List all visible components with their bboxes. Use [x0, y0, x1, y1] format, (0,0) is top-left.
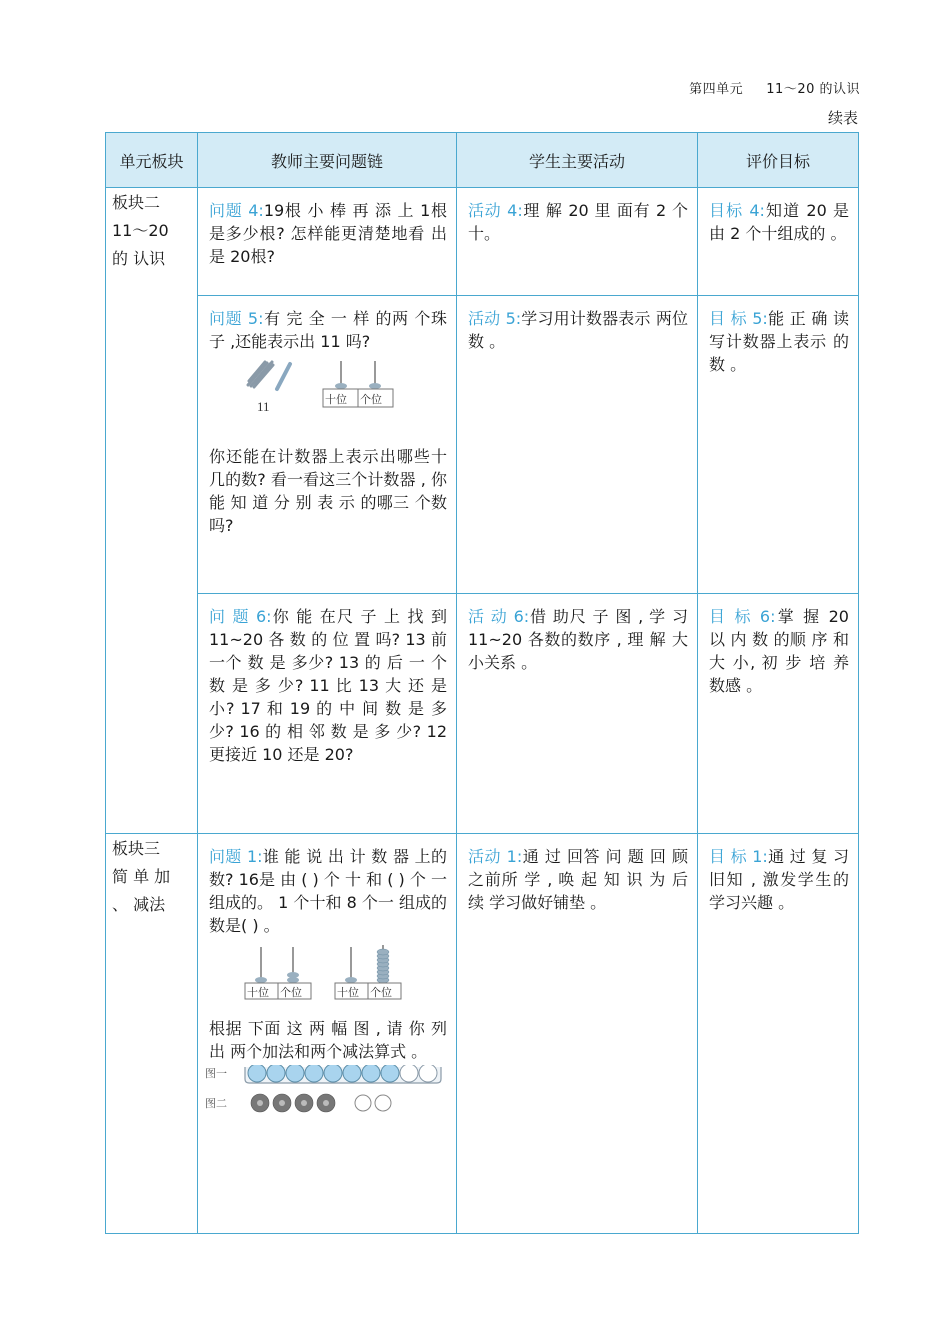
two-abacus-illustration: [243, 943, 413, 1001]
question-cell: [199, 595, 455, 766]
question-label: 问题 1:: [209, 847, 263, 866]
question-text: 你 能 在尺 子 上 找 到 11~20 各 数 的 位 置 吗? 13 前 一个 数 是 多少? 13 的 后 一 个 数 是 多 少? 11 比 13 大 还 是 小? 17 和 19 的 中 间 数 是 多 少? 16 的 相 邻 数 是 多 少? 12 更接近 10 还是 20?: [209, 607, 447, 764]
goal-label: 目 标 1:: [709, 847, 768, 866]
goal-text: 通 过 复 习 旧知 , 激发学生的 学习兴趣 。: [709, 847, 849, 912]
goal-text: 掌 握 20 以 内 数 的顺 序 和 大 小, 初 步 培 养 数感 。: [709, 607, 849, 695]
topic-label: 11～20 的认识: [766, 82, 860, 97]
question-text: 有 完 全 一 样 的两 个珠 子 ,还能表示出 11 吗?: [209, 309, 447, 351]
module-cell-3: [106, 834, 198, 1234]
stick-bundle-icon: [248, 362, 290, 389]
goal-cell: [699, 835, 857, 914]
module-title: 简 单 加 、 减法: [112, 867, 171, 914]
goal-cell: [699, 297, 857, 376]
running-head: [689, 78, 860, 97]
module-title: 11～20 的 认识: [112, 221, 169, 268]
col-header-activities: 学生主要活动: [457, 133, 698, 188]
activity-label: 活 动 6:: [468, 607, 530, 626]
goal-label: 目 标 6:: [709, 607, 776, 626]
continued-label: 续表: [827, 109, 858, 127]
question-extra-text: 你还能在计数器上表示出哪些十几的数? 看一看这三个计数器 , 你 能 知 道 分 别 表 示 的哪三 个数吗?: [209, 447, 447, 535]
table-row: [106, 188, 859, 296]
abacus-tens-label: 十位: [325, 393, 347, 406]
table-row: [106, 296, 859, 594]
question-cell: [199, 835, 455, 1117]
activity-text: 借 助尺 子 图 , 学 习 11~20 各数的数序 , 理 解 大 小关系 。: [468, 607, 688, 672]
question-extra-text: 根据 下面 这 两 幅 图 , 请 你 列出 两个加法和两个减法算式 。: [209, 1019, 447, 1061]
col-header-goals: 评价目标: [698, 133, 859, 188]
question-cell: [199, 189, 455, 268]
sticks-and-abacus-illustration: [243, 359, 413, 419]
goal-cell: [699, 189, 857, 245]
question-label: 问题 5:: [209, 309, 264, 328]
abacus-ones-label: 个位: [360, 393, 382, 406]
module-name: 板块二: [112, 193, 161, 212]
question-text: 19根 小 棒 再 添 上 1根 是多少根? 怎样能更清楚地看 出是 20根?: [209, 201, 447, 266]
activity-text: 学习用计数器表示 两位数 。: [468, 309, 688, 351]
unit-label: 第四单元: [689, 82, 744, 97]
module-cell-2: [106, 188, 198, 834]
col-header-questions: 教师主要问题链: [198, 133, 457, 188]
col-header-module: 单元板块: [106, 133, 198, 188]
question-cell: [199, 297, 455, 537]
question-text: 谁 能 说 出 计 数 器 上的 数? 16是 由 ( ) 个 十 和 ( ) 个 一 组成的。 1 个十和 8 个一 组成的数是( ) 。: [209, 847, 447, 935]
goal-text: 能 正 确 读 写计数器上表示 的数 。: [709, 309, 849, 374]
lesson-plan-table: [105, 132, 859, 1234]
table-row: [106, 834, 859, 1234]
activity-cell: [458, 189, 696, 245]
abacus-tens-label: 十位: [247, 986, 269, 999]
activity-label: 活动 1:: [468, 847, 523, 866]
table-header-row: [106, 133, 859, 188]
goal-label: 目标 4:: [709, 201, 765, 220]
abacus-tens-label: 十位: [337, 986, 359, 999]
activity-label: 活动 5:: [468, 309, 522, 328]
table-row: [106, 594, 859, 834]
pic2-label: 图二: [205, 1097, 227, 1110]
flowers-icon: [251, 1094, 391, 1112]
bead-tray-icon: [245, 1065, 441, 1083]
question-label: 问 题 6:: [209, 607, 272, 626]
counting-pictures: [205, 1065, 445, 1117]
activity-cell: [458, 835, 696, 914]
goal-text: 知道 20 是 由 2 个十组成的 。: [709, 201, 849, 243]
question-label: 问题 4:: [209, 201, 264, 220]
abacus-ones-label: 个位: [280, 986, 302, 999]
abacus-ones-label: 个位: [370, 986, 392, 999]
activity-text: 通 过 回答 问 题 回 顾 之前所 学 , 唤 起 知 识 为 后 续 学习做好铺垫 。: [468, 847, 688, 912]
activity-cell: [458, 297, 696, 353]
activity-label: 活动 4:: [468, 201, 523, 220]
sticks-count-label: 11: [257, 399, 270, 414]
pic1-label: 图一: [205, 1067, 227, 1080]
module-name: 板块三: [112, 839, 161, 858]
activity-cell: [458, 595, 696, 674]
activity-text: 理 解 20 里 面有 2 个十。: [468, 201, 688, 243]
goal-cell: [699, 595, 857, 697]
goal-label: 目 标 5:: [709, 309, 768, 328]
